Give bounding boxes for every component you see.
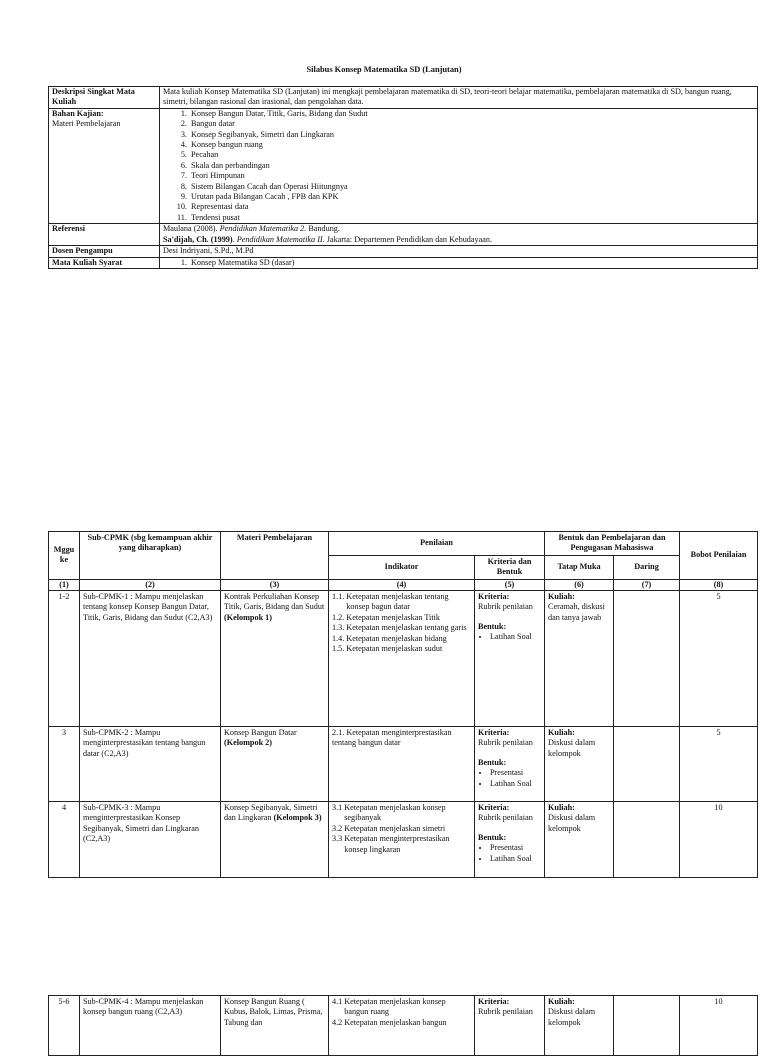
list-item: 7. Teori Himpunan [189,171,754,181]
table-row [49,591,758,727]
dosen-label: Dosen Pengampu [49,246,160,257]
subcpmk-cell: Sub-CPMK-4 : Mampu menjelaskan konsep bangun ruang (C2,A3) [80,996,221,1056]
bentuk-label: Bentuk: [478,621,507,631]
indikator-item [332,834,471,855]
daring-cell [614,727,680,802]
deskripsi-text: Mata kuliah Konsep Matematika SD (Lanjutan) ini mengkaji pembelajaran matematika di SD, teori-teori belajar matematika, pembelajaran matematika di SD, bangun ruang, simetri, bilangan rasional dan irasional, dan pengolahan data. [160,87,758,109]
bentuk-list [478,843,541,864]
bentuk-label: Bentuk: [478,757,507,767]
indikator-item [332,644,471,654]
indikator-item [332,997,471,1018]
kriteria-cell [475,996,545,1056]
list-item: • Presentasi [490,843,541,853]
ref1-title: Pendidikan Matematika 2. [219,224,307,234]
materi-cell [221,591,329,727]
indikator-item [332,824,471,834]
column-number: (3) [221,579,329,590]
header-row [49,532,758,556]
list-item: • Presentasi [490,768,541,778]
bobot-cell: 10 [680,996,758,1056]
indikator-number: 3.1 [332,803,343,813]
list-item: 3. Konsep Segibanyak, Simetri dan Lingkaran [189,130,754,140]
column-number: (6) [545,579,614,590]
indikator-number: 1.3. [332,623,345,633]
week-cell: 3 [49,727,80,802]
indikator-text: Ketepatan menjelaskan konsep segibanyak [344,803,446,823]
tatap-muka-text: Diskusi dalam kelompok [548,813,596,833]
indikator-item [332,803,471,824]
rubrik-text: Rubrik penilaian [478,813,533,823]
bentuk-label: Bentuk: [478,832,507,842]
kuliah-label: Kuliah: [548,728,575,738]
tatap-muka-text: Ceramah, diskusi dan tanya jawab [548,602,605,622]
indikator-number: 1.4. [332,633,345,643]
indikator-text: Ketepatan menjelaskan sudut [346,644,443,654]
header-bobot: Bobot Penilaian [680,532,758,580]
tatap-muka-cell [545,591,614,727]
bentuk-list [478,768,541,789]
tatap-muka-cell [545,727,614,802]
ref2-publisher: Jakarta: Departemen Pendidikan dan Kebudayaan. [324,234,493,244]
referensi-cell [160,224,758,246]
list-item: • Latihan Soal [490,779,541,789]
bentuk-list [478,632,541,642]
header-penilaian: Penilaian [329,532,545,556]
indikator-text: Ketepatan menginterprestasikan konsep lingkaran [344,834,450,854]
list-item: 4. Konsep bangun ruang [189,140,754,150]
indikator-cell [329,591,475,727]
tatap-muka-text: Diskusi dalam kelompok [548,1007,596,1027]
kuliah-label: Kuliah: [548,997,575,1006]
bobot-cell: 10 [680,802,758,878]
subcpmk-cell: Sub-CPMK-2 : Mampu menginterprestasikan tentang bangun datar (C2,A3) [80,727,221,802]
tatap-muka-cell [545,802,614,878]
list-item: 10. Representasi data [189,202,754,212]
materi-text: Konsep Bangun Datar [224,728,297,738]
bahan-row [49,108,758,223]
syarat-label: Mata Kuliah Syarat [49,257,160,268]
indikator-number: 3.3 [332,834,343,844]
kriteria-cell [475,727,545,802]
kriteria-label: Kriteria: [478,803,510,813]
kuliah-label: Kuliah: [548,592,575,602]
materi-text: Kontrak Perkuliahan Konsep Titik, Garis, Bidang dan Sudut [224,592,325,612]
indikator-number: 1.2. [332,612,345,622]
bobot-cell: 5 [680,727,758,802]
bahan-list-cell [160,108,758,223]
indikator-cell: 2.1. Ketepatan menginterprestasikan tentang bangun datar [329,727,475,802]
list-item: 9. Urutan pada Bilangan Cacah , FPB dan KPK [189,192,754,202]
column-number: (2) [80,579,221,590]
daring-cell [614,591,680,727]
indikator-text: Ketepatan menjelaskan tentang konsep bagun datar [346,592,449,612]
indikator-number: 3.2 [332,823,343,833]
dosen-row [49,246,758,257]
tatap-muka-cell [545,996,614,1056]
ref1-place: Bandung. [306,224,340,234]
rps-table [48,531,758,878]
syarat-cell [160,257,758,268]
kelompok-label: (Kelompok 2) [224,738,272,748]
list-item: 1. Konsep Bangun Datar, Titik, Garis, Bidang dan Sudut [189,109,754,119]
subcpmk-cell: Sub-CPMK-3 : Mampu menginterprestasikan Konsep Segibanyak, Simetri dan Lingkaran (C2,A3) [80,802,221,878]
materi-cell [221,727,329,802]
kriteria-cell [475,591,545,727]
list-item: 6. Skala dan perbandingan [189,161,754,171]
tatap-muka-text: Diskusi dalam kelompok [548,738,596,758]
column-number: (5) [475,579,545,590]
header-subcpmk: Sub-CPMK (sbg kemampuan akhir yang diharapkan) [80,532,221,580]
syarat-list [163,258,754,268]
reference-1 [163,224,754,234]
rps-table-continued [48,995,758,1056]
header-bentuk: Bentuk dan Pembelajaran dan Pengugasan Mahasiswa [545,532,680,556]
kelompok-label: (Kelompok 3) [273,813,322,823]
referensi-row [49,224,758,246]
dosen-name: Desi Indriyani, S.Pd., M.Pd [160,246,758,257]
table-row [49,802,758,878]
header-tatap-muka: Tatap Muka [545,555,614,579]
header-materi: Materi Pembelajaran [221,532,329,580]
indikator-text: Ketepatan menjelaskan tentang garis [346,623,467,633]
syllabus-info-table [48,86,758,269]
column-number: (1) [49,579,80,590]
indikator-item [332,592,471,613]
column-number-row [49,579,758,590]
list-item: 8. Sistem Bilangan Cacah dan Operasi Hiitungnya [189,182,754,192]
indikator-text: Ketepatan menjelaskan bangun [344,1017,447,1027]
column-number: (4) [329,579,475,590]
bobot-cell: 5 [680,591,758,727]
list-item: 2. Bangun datar [189,119,754,129]
indikator-cell [329,996,475,1056]
kriteria-label: Kriteria: [478,728,510,738]
indikator-cell [329,802,475,878]
kuliah-label: Kuliah: [548,803,575,813]
header-mggu: Mggu ke [49,532,80,580]
rubrik-text: Rubrik penilaian [478,738,533,748]
ref2-author: Sa'dijah, Ch. (1999) [163,234,233,244]
bahan-sublabel: Materi Pembelajaran [52,119,121,129]
list-item: 5. Pecahan [189,150,754,160]
materi-text: Konsep Segibanyak, Simetri dan Lingkaran [224,803,318,823]
list-item: • Latihan Soal [490,854,541,864]
header-kriteria: Kriteria dan Bentuk [475,555,545,579]
list-item: 1. Konsep Matematika SD (dasar) [189,258,754,268]
ref2-sep: . [232,234,237,244]
bahan-label-cell [49,108,160,223]
bahan-label: Bahan Kajian: [52,108,104,118]
indikator-item [332,613,471,623]
kelompok-label: (Kelompok 1) [224,612,272,622]
kriteria-label: Kriteria: [478,592,510,602]
indikator-item [332,1018,471,1028]
daring-cell [614,996,680,1056]
week-cell: 1-2 [49,591,80,727]
bahan-list [163,109,754,223]
materi-cell: Konsep Bangun Ruang ( Kubus, Balok, Limas, Prisma, Tabung dan [221,996,329,1056]
reference-2 [163,235,754,245]
table-row [49,727,758,802]
list-item: 11. Tendensi pusat [189,213,754,223]
indikator-number: 1.1. [332,592,345,602]
indikator-text: Ketepatan menjelaskan bidang [346,633,447,643]
rubrik-text: Rubrik penilaian [478,1007,533,1017]
page-title: Silabus Konsep Matematika SD (Lanjutan) [306,65,462,74]
indikator-number: 1.5. [332,644,345,654]
subcpmk-cell: Sub-CPMK-1 : Mampu menjelaskan tentang konsep Konsep Bangun Datar, Titik, Garis, Bidang dan Sudut (C2,A3) [80,591,221,727]
deskripsi-label: Deskripsi Singkat Mata Kuliah [49,87,160,109]
indikator-text: Ketepatan menjelaskan Titik [346,612,440,622]
header-daring: Daring [614,555,680,579]
ref2-title: Pendidikan Matematika II. [236,234,325,244]
column-number: (7) [614,579,680,590]
indikator-number: 4.2 [332,1017,343,1027]
list-item: • Latihan Soal [490,632,541,642]
header-indikator: Indikator [329,555,475,579]
indikator-text: Ketepatan menjelaskan simetri [344,823,446,833]
deskripsi-row [49,87,758,109]
indikator-item [332,634,471,644]
week-cell: 4 [49,802,80,878]
materi-cell [221,802,329,878]
ref1-author: Maulana (2008). [163,224,220,234]
column-number: (8) [680,579,758,590]
indikator-item [332,623,471,633]
table-row [49,996,758,1056]
referensi-label: Referensi [49,224,160,246]
daring-cell [614,802,680,878]
kriteria-label: Kriteria: [478,997,510,1006]
week-cell: 5-6 [49,996,80,1056]
kriteria-cell [475,802,545,878]
syarat-row [49,257,758,268]
indikator-text: Ketepatan menjelaskan konsep bangun ruang [344,997,446,1017]
indikator-number: 4.1 [332,997,343,1006]
rubrik-text: Rubrik penilaian [478,602,533,612]
